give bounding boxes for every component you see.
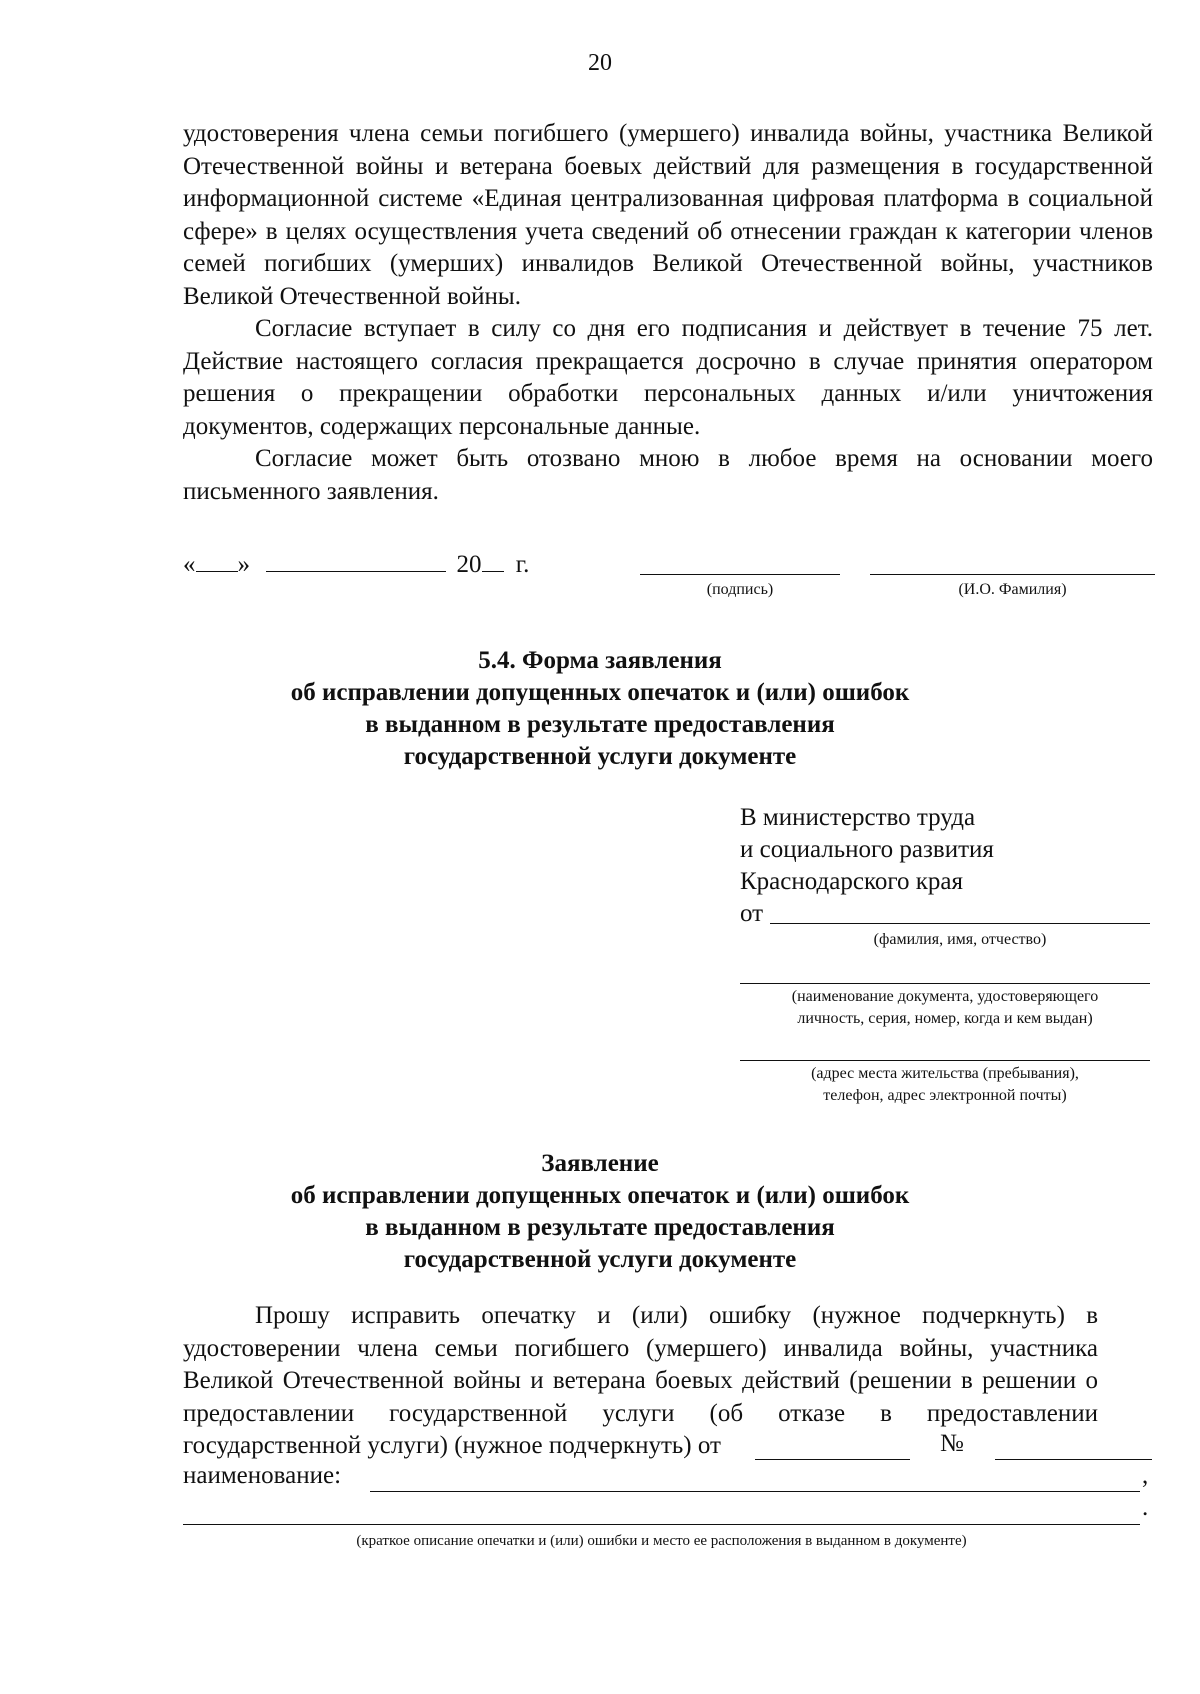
name-field[interactable] <box>370 1465 1140 1492</box>
name-comma: , <box>1142 1462 1149 1489</box>
identity-document-caption <box>740 986 1150 1030</box>
date-row <box>183 545 529 579</box>
fio-field[interactable] <box>770 895 1150 924</box>
name-caption: (И.О. Фамилия) <box>958 581 1067 598</box>
quote-close: » <box>237 551 250 578</box>
signature-line[interactable] <box>640 548 840 575</box>
year-suffix: г. <box>515 551 530 578</box>
application-heading-line-2: об исправлении допущенных опечаток и (или) ошибок <box>290 1182 910 1209</box>
fio-caption: (фамилия, имя, отчество) <box>873 931 1047 948</box>
page-number: 20 <box>588 50 612 76</box>
address-field[interactable] <box>740 1032 1150 1061</box>
decision-number-field[interactable] <box>995 1433 1152 1460</box>
identity-document-caption-line-2: личность, серия, номер, когда и кем выдан) <box>797 1010 1093 1027</box>
from-label: от <box>740 900 764 927</box>
application-text: Прошу исправить опечатку и (или) ошибку (нужное подчеркнуть) в удостоверении члена семьи погибшего (умершего) инвалида войны, участника Великой Отечественной войны и ветерана боевых действий (решении в решении о предоставлении государственной услуги (об отказе в предоставлении государственной услуги) (нужное подчеркнуть) от <box>183 1302 1098 1459</box>
year-blank[interactable] <box>482 545 504 572</box>
name-line[interactable] <box>870 548 1155 575</box>
signature-caption: (подпись) <box>706 581 774 598</box>
section-heading-line-4: государственной услуги документе <box>403 743 797 770</box>
consent-paragraph-1: удостоверения члена семьи погибшего (умершего) инвалида войны, участника Великой Отечественной войны и ветерана боевых действий для размещения в государственной информационной системе «Единая централизованная цифровая платформа в социальной сфере» в целях осуществления учета сведений об отнесении граждан к категории членов семей погибших (умерших) инвалидов Великой Отечественной войны, участников Великой Отечественной войны. <box>183 120 1153 310</box>
identity-document-caption-line-1: (наименование документа, удостоверяющего <box>791 988 1099 1005</box>
name-label: наименование: <box>183 1462 342 1489</box>
consent-paragraph-3: Согласие может быть отозвано мною в любое время на основании моего письменного заявления. <box>183 445 1153 505</box>
addressee-line-3: Краснодарского края <box>740 868 963 895</box>
month-blank[interactable] <box>266 545 446 572</box>
address-caption-line-2: телефон, адрес электронной почты) <box>823 1087 1067 1104</box>
description-caption: (краткое описание опечатки и (или) ошибки и место ее расположения в выданном в документе) <box>356 1533 967 1549</box>
address-caption-line-1: (адрес места жительства (пребывания), <box>811 1065 1079 1082</box>
application-heading-line-3: в выданном в результате предоставления <box>365 1214 835 1241</box>
identity-document-field[interactable] <box>740 955 1150 984</box>
number-sign: № <box>940 1430 964 1457</box>
section-heading-line-1: 5.4. Форма заявления <box>478 647 722 674</box>
decision-date-field[interactable] <box>755 1433 910 1460</box>
addressee-line-1: В министерство труда <box>740 804 976 831</box>
quote-open: « <box>183 551 196 578</box>
section-heading-line-2: об исправлении допущенных опечаток и (или) ошибок <box>290 679 910 706</box>
description-field[interactable] <box>183 1498 1140 1525</box>
application-heading-line-4: государственной услуги документе <box>403 1246 797 1273</box>
application-heading-line-1: Заявление <box>541 1150 659 1177</box>
section-heading-line-3: в выданном в результате предоставления <box>365 711 835 738</box>
year-prefix: 20 <box>456 551 482 578</box>
description-period: . <box>1142 1494 1149 1521</box>
consent-paragraph-2: Согласие вступает в силу со дня его подписания и действует в течение 75 лет. Действие настоящего согласия прекращается досрочно в случае принятия оператором решения о прекращении обработки персональных данных и/или уничтожения документов, содержащих персональные данные. <box>183 315 1153 440</box>
address-caption <box>740 1063 1150 1107</box>
day-blank[interactable] <box>196 545 238 572</box>
section-heading <box>0 645 1200 773</box>
addressee-line-2: и социального развития <box>740 836 994 863</box>
application-heading <box>0 1148 1200 1276</box>
